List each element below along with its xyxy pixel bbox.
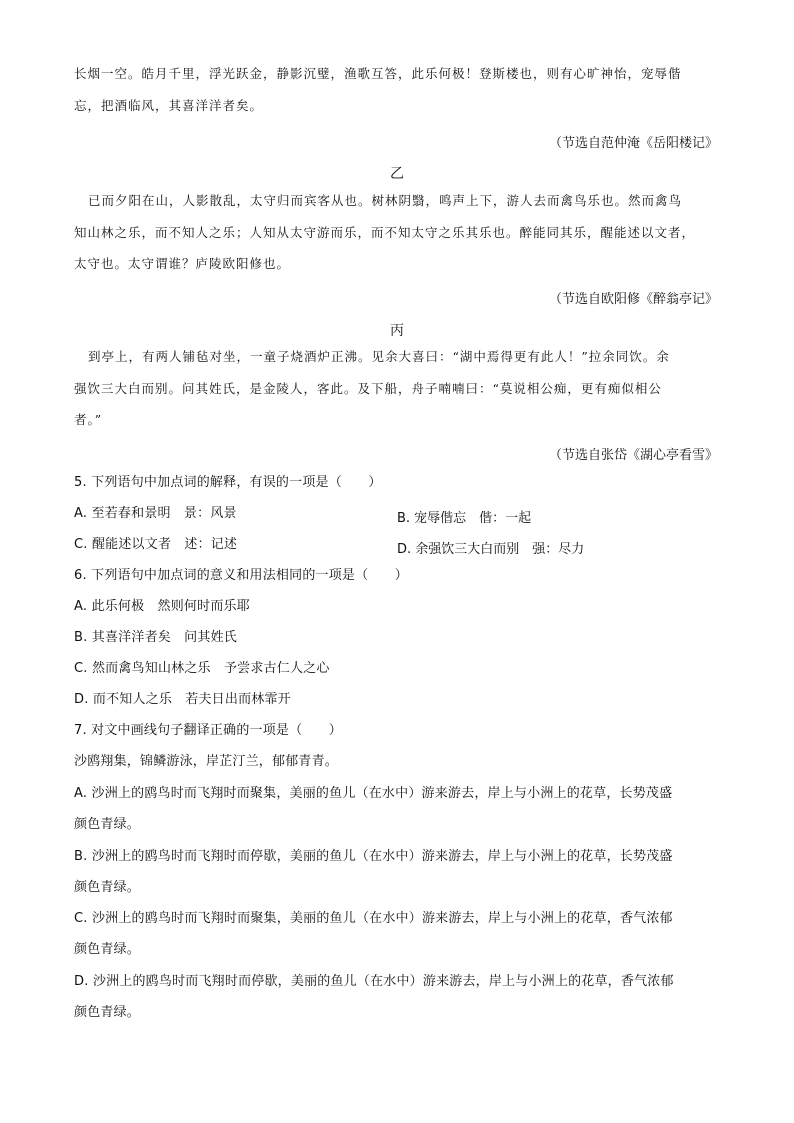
q7-option-a-cont: 颜色青绿。	[74, 817, 141, 832]
q6-option-b[interactable]: B. 其喜洋洋者矣 问其姓氏	[74, 630, 237, 645]
passage-b-line-2: 知山林之乐，而不知人之乐；人知从太守游而乐，而不知太守之乐其乐也。醉能同其乐，醒能述以文者，	[74, 225, 696, 240]
q5-option-d[interactable]: D. 余强饮三大白而别 强：尽力	[397, 542, 585, 557]
q7-sentence: 沙鸥翔集，锦鳞游泳，岸芷汀兰，郁郁青青。	[74, 754, 339, 769]
passage-b-line-3: 太守也。太守谓谁？庐陵欧阳修也。	[74, 256, 291, 271]
passage-c-line-3: 者。”	[74, 412, 103, 427]
q7-stem: 7. 对文中画线句子翻译正确的一项是（ ）	[74, 723, 342, 738]
passage-c-line-2: 强饮三大白而别。问其姓氏，是金陵人，客此。及下船，舟子喃喃曰：“莫说相公痴，更有痴似相公	[74, 381, 662, 396]
passage-b-heading: 乙	[390, 166, 404, 182]
q7-option-a[interactable]: A. 沙洲上的鸥鸟时而飞翔时而聚集，美丽的鱼儿（在水中）游来游去，岸上与小洲上的花草，长势茂盛	[74, 786, 673, 801]
q5-option-a[interactable]: A. 至若春和景明 景：风景	[74, 506, 237, 521]
passage-b-line-1: 已而夕阳在山，人影散乱，太守归而宾客从也。树林阴翳，鸣声上下，游人去而禽鸟乐也。然而禽鸟	[88, 193, 683, 208]
q6-option-d[interactable]: D. 而不知人之乐 若夫日出而林霏开	[74, 692, 291, 707]
q6-stem: 6. 下列语句中加点词的意义和用法相同的一项是（ ）	[74, 568, 408, 583]
passage-c-source: （节选自张岱《湖心亭看雪》	[548, 448, 718, 463]
q6-option-a[interactable]: A. 此乐何极 然则何时而乐耶	[74, 599, 250, 614]
passage-a-source: （节选自范仲淹《岳阳楼记》	[548, 136, 718, 151]
q7-option-c-cont: 颜色青绿。	[74, 942, 141, 957]
q7-option-d[interactable]: D. 沙洲上的鸥鸟时而飞翔时而停歇，美丽的鱼儿（在水中）游来游去，岸上与小洲上的花草，香气浓郁	[74, 974, 674, 989]
q5-stem: 5. 下列语句中加点词的解释，有误的一项是（ ）	[74, 475, 382, 490]
q7-option-c[interactable]: C. 沙洲上的鸥鸟时而飞翔时而聚集，美丽的鱼儿（在水中）游来游去，岸上与小洲上的花草，香气浓郁	[74, 911, 673, 926]
q7-option-b[interactable]: B. 沙洲上的鸥鸟时而飞翔时而停歇，美丽的鱼儿（在水中）游来游去，岸上与小洲上的花草，长势茂盛	[74, 849, 673, 864]
q5-option-b[interactable]: B. 宠辱偕忘 偕：一起	[397, 511, 532, 526]
q6-option-c[interactable]: C. 然而禽鸟知山林之乐 予尝求古仁人之心	[74, 661, 330, 676]
passage-a-line-1: 长烟一空。皓月千里，浮光跃金，静影沉璧，渔歌互答，此乐何极！登斯楼也，则有心旷神怡，宠辱偕	[74, 66, 682, 81]
passage-a-line-2: 忘，把酒临风，其喜洋洋者矣。	[74, 98, 264, 113]
q5-option-c[interactable]: C. 醒能述以文者 述：记述	[74, 537, 238, 552]
passage-c-heading: 丙	[390, 323, 404, 339]
q7-option-b-cont: 颜色青绿。	[74, 880, 141, 895]
passage-c-line-1: 到亭上，有两人铺毡对坐，一童子烧酒炉正沸。见余大喜曰：“湖中焉得更有此人！”拉余同饮。余	[88, 349, 670, 364]
q7-option-d-cont: 颜色青绿。	[74, 1005, 141, 1020]
passage-b-source: （节选自欧阳修《醉翁亭记》	[548, 292, 718, 307]
